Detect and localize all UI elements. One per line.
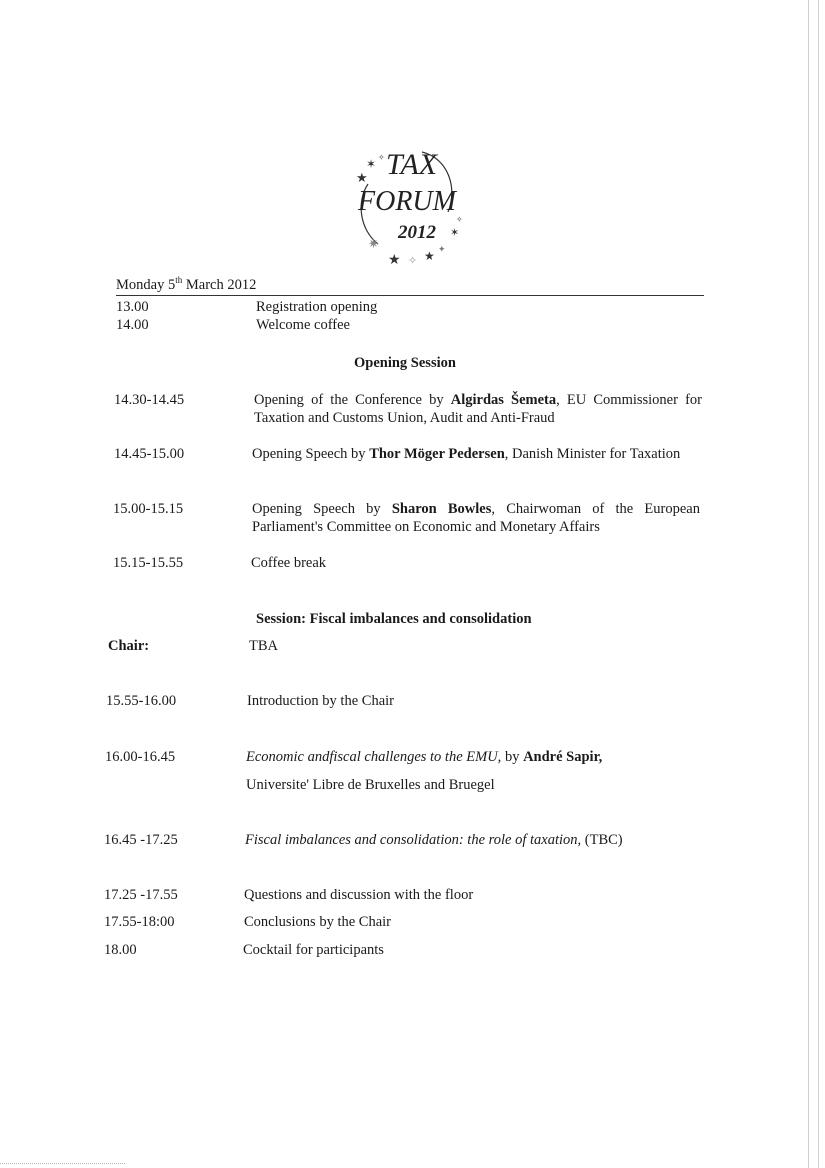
- agenda-time: 18.00: [104, 942, 137, 958]
- agenda-text: [252, 500, 700, 536]
- svg-text:✧: ✧: [408, 255, 418, 267]
- svg-text:★: ★: [424, 249, 435, 263]
- agenda-text: Coffee break: [251, 555, 327, 571]
- svg-text:✷: ✷: [368, 236, 379, 251]
- agenda-time: 15.55-16.00: [106, 693, 177, 709]
- agenda-time: 16.00-16.45: [105, 749, 176, 765]
- agenda-text: Questions and discussion with the floor: [244, 887, 474, 903]
- agenda-text: [246, 748, 602, 766]
- item-text: (TBC): [581, 832, 623, 848]
- scan-bottom-edge: [0, 1163, 125, 1164]
- speaker-name: Algirdas Šemeta: [450, 392, 557, 408]
- svg-text:✶: ✶: [450, 227, 460, 239]
- agenda-time: 14.30-14.45: [114, 392, 185, 408]
- svg-text:✧: ✧: [456, 215, 463, 224]
- agenda-time: 14.45-15.00: [114, 446, 185, 462]
- date-rest: March 2012: [185, 277, 257, 293]
- logo-line1: TAX: [386, 148, 438, 181]
- agenda-text: [254, 391, 702, 427]
- talk-title: Economic andfiscal challenges to the EMU,: [246, 749, 502, 765]
- item-text: Opening Speech by: [252, 446, 370, 462]
- agenda-text: Registration opening: [256, 299, 378, 315]
- item-text: , Danish Minister for Taxation: [504, 446, 681, 462]
- agenda-time: 13.00: [116, 299, 149, 315]
- svg-text:✶: ✶: [366, 157, 377, 171]
- item-text: , EU Commissioner for Taxation and Customs Union, Audit and Anti-Fraud: [254, 392, 702, 426]
- svg-text:✧: ✧: [378, 153, 385, 162]
- opening-session-heading: Opening Session: [354, 355, 456, 371]
- scan-edge-line: [818, 0, 819, 1168]
- agenda-text: [245, 831, 623, 849]
- logo-line2: FORUM: [358, 186, 456, 217]
- speaker-affiliation: Universite' Libre de Bruxelles and Bruegel: [246, 777, 495, 793]
- svg-text:✦: ✦: [438, 244, 446, 254]
- item-text: Opening of the Conference by: [254, 392, 451, 408]
- agenda-text: [252, 445, 700, 463]
- talk-title: Fiscal imbalances and consolidation: the role of taxation,: [245, 832, 582, 848]
- item-text: , Chairwoman of the European Parliament's Committee on Economic and Monetary Affairs: [252, 501, 700, 535]
- agenda-time: 15.15-15.55: [113, 555, 184, 571]
- date-ordinal: th: [175, 275, 183, 286]
- svg-text:★: ★: [356, 170, 368, 185]
- agenda-time: 17.25 -17.55: [104, 887, 178, 903]
- agenda-text: Introduction by the Chair: [247, 693, 394, 709]
- agenda-time: 16.45 -17.25: [104, 832, 178, 848]
- item-text: by: [501, 749, 524, 765]
- speaker-name: Sharon Bowles: [391, 501, 492, 517]
- speaker-name: Thor Möger Pedersen: [369, 446, 505, 462]
- logo-graphic: [352, 140, 470, 272]
- tax-forum-logo: [352, 140, 470, 272]
- agenda-time: 17.55-18:00: [104, 914, 175, 930]
- agenda-date: [116, 276, 704, 296]
- agenda-text: Cocktail for participants: [243, 942, 384, 958]
- scan-edge-line: [808, 0, 809, 1168]
- logo-year: 2012: [398, 222, 436, 243]
- agenda-time: 14.00: [116, 317, 149, 333]
- svg-text:★: ★: [388, 253, 401, 268]
- agenda-time: 15.00-15.15: [113, 501, 184, 517]
- agenda-text: Conclusions by the Chair: [244, 914, 392, 930]
- chair-value: TBA: [249, 638, 278, 654]
- speaker-name: André Sapir,: [523, 749, 603, 765]
- agenda-text: Welcome coffee: [256, 317, 350, 333]
- item-text: Opening Speech by: [252, 501, 392, 517]
- chair-label: Chair:: [108, 638, 150, 654]
- date-prefix: Monday 5: [116, 277, 176, 293]
- fiscal-session-heading: Session: Fiscal imbalances and consolidation: [256, 611, 532, 627]
